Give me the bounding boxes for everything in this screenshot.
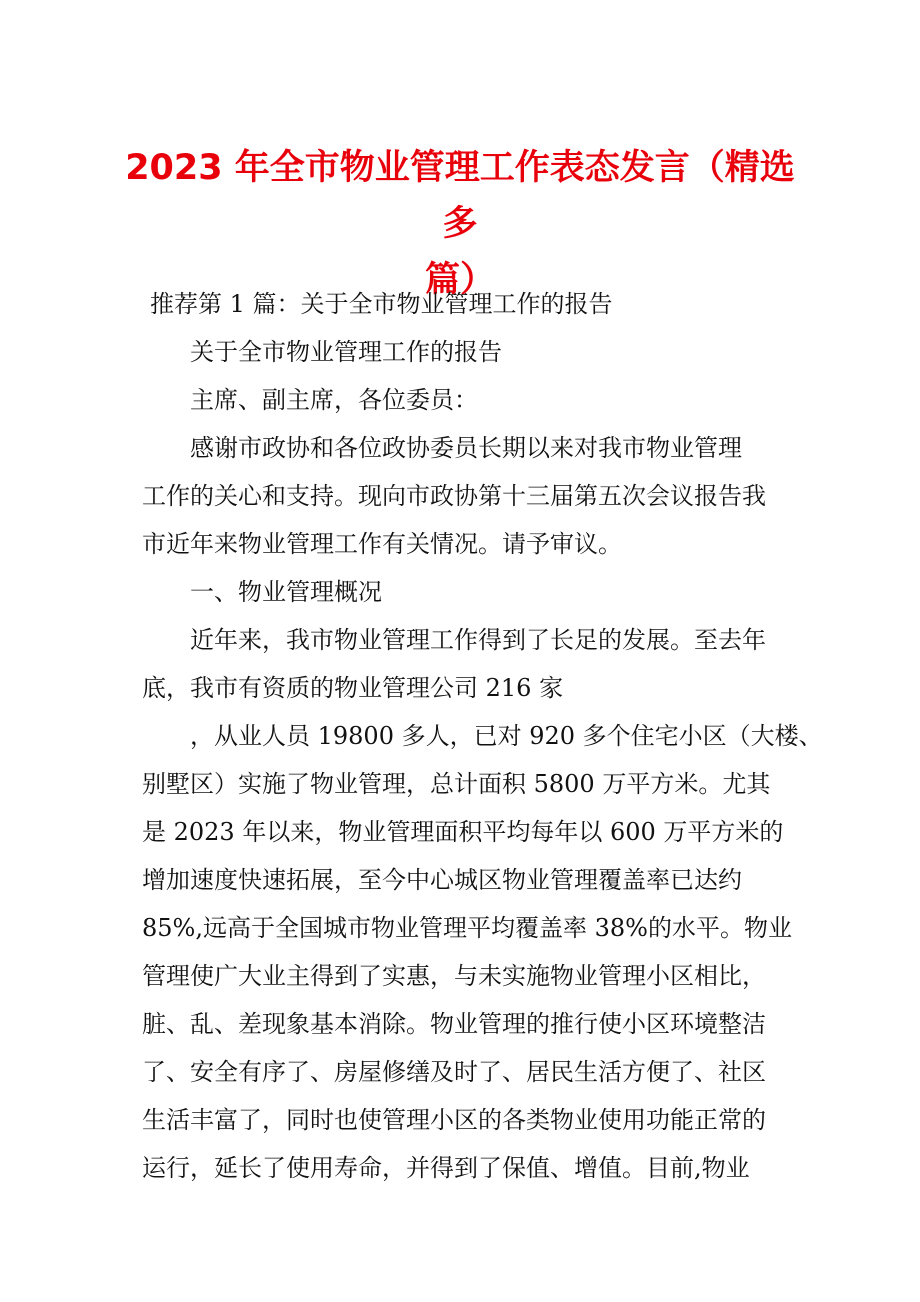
paragraph-line: 工作的关心和支持。现向市政协第十三届第五次会议报告我 bbox=[142, 482, 766, 510]
paragraph-line: 运行，延长了使用寿命，并得到了保值、增值。目前,物业 bbox=[142, 1154, 750, 1182]
paragraph-line: 了、安全有序了、房屋修缮及时了、居民生活方便了、社区 bbox=[142, 1058, 766, 1086]
title-line-2: 篇） bbox=[424, 260, 495, 300]
paragraph-line: 别墅区）实施了物业管理，总计面积 5800 万平方米。尤其 bbox=[142, 770, 771, 798]
recommend-heading: 推荐第 1 篇：关于全市物业管理工作的报告 bbox=[150, 290, 613, 318]
paragraph-line: 底，我市有资质的物业管理公司 216 家 bbox=[142, 674, 564, 702]
report-title-line: 关于全市物业管理工作的报告 bbox=[190, 338, 502, 366]
paragraph-line: 生活丰富了，同时也使管理小区的各类物业使用功能正常的 bbox=[142, 1106, 766, 1134]
paragraph-line: 管理使广大业主得到了实惠，与未实施物业管理小区相比， bbox=[142, 962, 766, 990]
paragraph-line: 感谢市政协和各位政协委员长期以来对我市物业管理 bbox=[190, 434, 742, 462]
salutation-line: 主席、副主席，各位委员： bbox=[190, 386, 478, 414]
paragraph-line: 85%,远高于全国城市物业管理平均覆盖率 38%的水平。物业 bbox=[142, 914, 792, 942]
paragraph-line: 近年来，我市物业管理工作得到了长足的发展。至去年 bbox=[190, 626, 766, 654]
title-line-1: 2023 年全市物业管理工作表态发言（精选多 bbox=[125, 148, 795, 244]
paragraph-line: 是 2023 年以来，物业管理面积平均每年以 600 万平方米的 bbox=[142, 818, 784, 846]
paragraph-line: 增加速度快速拓展，至今中心城区物业管理覆盖率已达约 bbox=[142, 866, 742, 894]
paragraph-line: ，从业人员 19800 多人，已对 920 多个住宅小区（大楼、 bbox=[190, 722, 823, 750]
paragraph-line: 市近年来物业管理工作有关情况。请予审议。 bbox=[142, 530, 622, 558]
paragraph-line: 脏、乱、差现象基本消除。物业管理的推行使小区环境整洁 bbox=[142, 1010, 766, 1038]
document-body bbox=[142, 328, 823, 1192]
section-heading: 一、物业管理概况 bbox=[190, 578, 382, 606]
